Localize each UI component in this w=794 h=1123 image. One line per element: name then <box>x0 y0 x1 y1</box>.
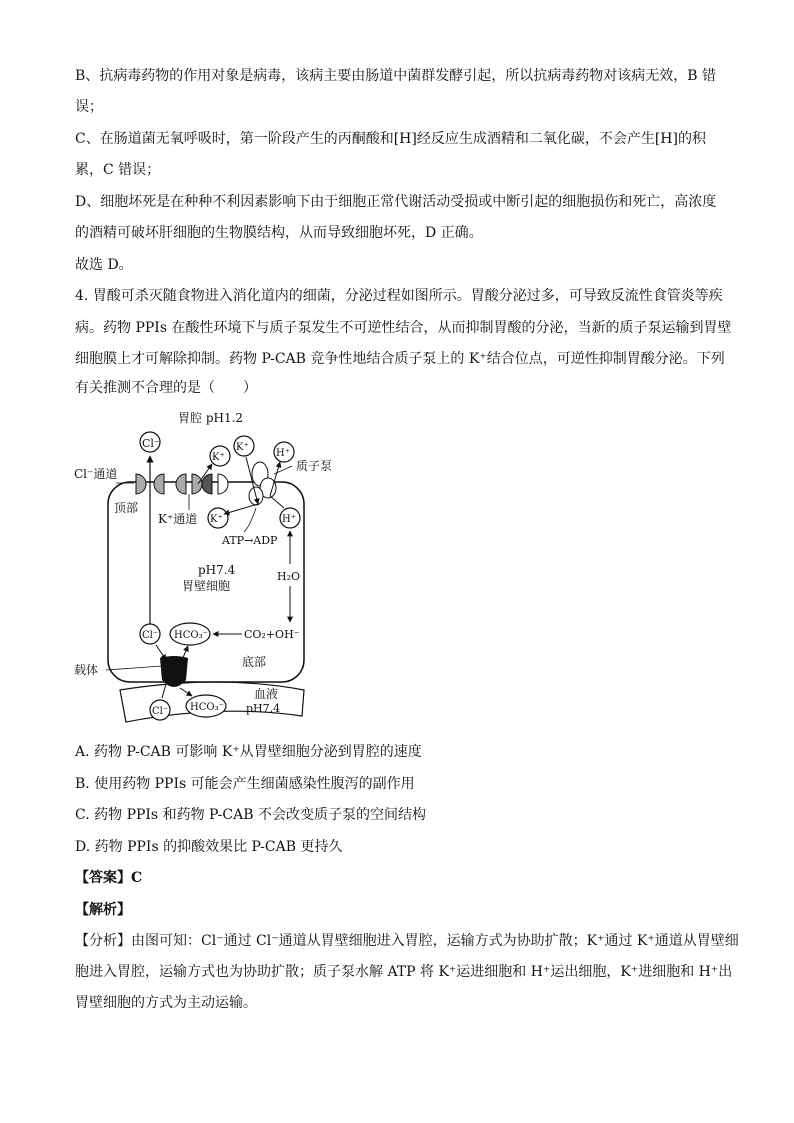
blood-ph-label: pH7.4 <box>246 702 281 715</box>
cl-channel-right <box>154 474 164 494</box>
hco3-cell-label: HCO₃⁻ <box>174 630 208 641</box>
cell-name-label: 胃壁细胞 <box>182 579 231 593</box>
analysis-line3: 胃壁细胞的方式为主动运输。 <box>75 995 257 1011</box>
gastric-acid-secretion-diagram <box>70 404 370 724</box>
question-4-line3: 细胞膜上才可解除抑制。药物 P-CAB 竞争性地结合质子泵上的 K⁺结合位点，可逆性抑制胃酸分泌。下列 <box>75 351 725 367</box>
analysis-title: 【解析】 <box>75 902 131 918</box>
hco3-blood-label: HCO₃⁻ <box>190 702 224 713</box>
option-c: C. 药物 PPIs 和药物 P-CAB 不会改变质子泵的空间结构 <box>75 807 426 823</box>
option-b-explanation-line2: 误； <box>75 99 103 115</box>
k-channel-dark-right <box>218 474 228 494</box>
answer: 【答案】C <box>75 870 143 886</box>
proton-pump-label: 质子泵 <box>296 459 333 473</box>
cl-ion-lumen-label: Cl⁻ <box>142 437 160 450</box>
k-channel-left <box>176 474 186 494</box>
option-b: B. 使用药物 PPIs 可能会产生细菌感染性腹泻的副作用 <box>75 776 415 792</box>
option-d: D. 药物 PPIs 的抑酸效果比 P-CAB 更持久 <box>75 839 343 855</box>
blood-label: 血液 <box>254 687 279 701</box>
stomach-lumen-label: 胃腔 pH1.2 <box>178 411 244 425</box>
cl-ion-cell-label: Cl⁻ <box>142 630 159 641</box>
analysis-line2: 胞进入胃腔，运输方式也为协助扩散；质子泵水解 ATP 将 K⁺运进细胞和 H⁺运出细胞，K⁺进细胞和 H⁺出 <box>75 964 733 980</box>
h-ion-cell-label: H⁺ <box>282 514 296 525</box>
atp-adp-label: ATP→ADP <box>222 534 278 547</box>
k-channel-label: K⁺通道 <box>158 512 198 526</box>
bottom-part-label: 底部 <box>242 655 267 669</box>
conclusion: 故选 D。 <box>75 257 133 273</box>
cl-channel <box>136 474 146 494</box>
cl-ion-blood-label: Cl⁻ <box>152 706 169 717</box>
top-part-label: 顶部 <box>114 501 139 515</box>
option-c-explanation-line2: 累，C 错误； <box>75 162 161 178</box>
analysis-line1: 【分析】由图可知：Cl⁻通过 Cl⁻通道从胃壁细胞进入胃腔，运输方式为协助扩散；K⁺通过 K⁺通道从胃壁细 <box>75 933 739 949</box>
k-ion-lumen-label: K⁺ <box>212 452 225 463</box>
k-ion-cell-label: K⁺ <box>210 514 223 525</box>
co2-oh-label: CO₂+OH⁻ <box>244 628 300 641</box>
cl-channel-label: Cl⁻通道 <box>74 467 118 481</box>
option-a: A. 药物 P-CAB 可影响 K⁺从胃壁细胞分泌到胃腔的速度 <box>75 744 422 760</box>
option-d-explanation-line2: 的酒精可破坏肝细胞的生物膜结构，从而导致细胞坏死，D 正确。 <box>75 225 483 241</box>
cell-ph-label: pH7.4 <box>198 563 236 577</box>
question-4-line1: 4. 胃酸可杀灭随食物进入消化道内的细菌，分泌过程如图所示。胃酸分泌过多，可导致反流性食管炎等疾 <box>75 288 723 304</box>
question-4-line4: 有关推测不合理的是（ ） <box>75 380 257 396</box>
option-b-explanation-line1: B、抗病毒药物的作用对象是病毒，该病主要由肠道中菌群发酵引起，所以抗病毒药物对该病无效，B 错 <box>75 68 717 84</box>
h2o-label: H₂O <box>277 570 301 583</box>
h-ion-lumen-label: H⁺ <box>276 448 290 459</box>
carrier-label: 载体 <box>74 663 99 677</box>
k-ion-pump-label: K⁺ <box>236 442 249 453</box>
k-channel-right <box>192 474 202 494</box>
question-4-line2: 病。药物 PPIs 在酸性环境下与质子泵发生不可逆性结合，从而抑制胃酸的分泌，当新的质子泵运输到胃壁 <box>75 320 732 336</box>
option-c-explanation-line1: C、在肠道菌无氧呼吸时，第一阶段产生的丙酮酸和[H]经反应生成酒精和二氧化碳，不会产生[H]的积 <box>75 131 706 147</box>
option-d-explanation-line1: D、细胞坏死是在种种不利因素影响下由于细胞正常代谢活动受损或中断引起的细胞损伤和死亡，高浓度 <box>75 194 717 210</box>
